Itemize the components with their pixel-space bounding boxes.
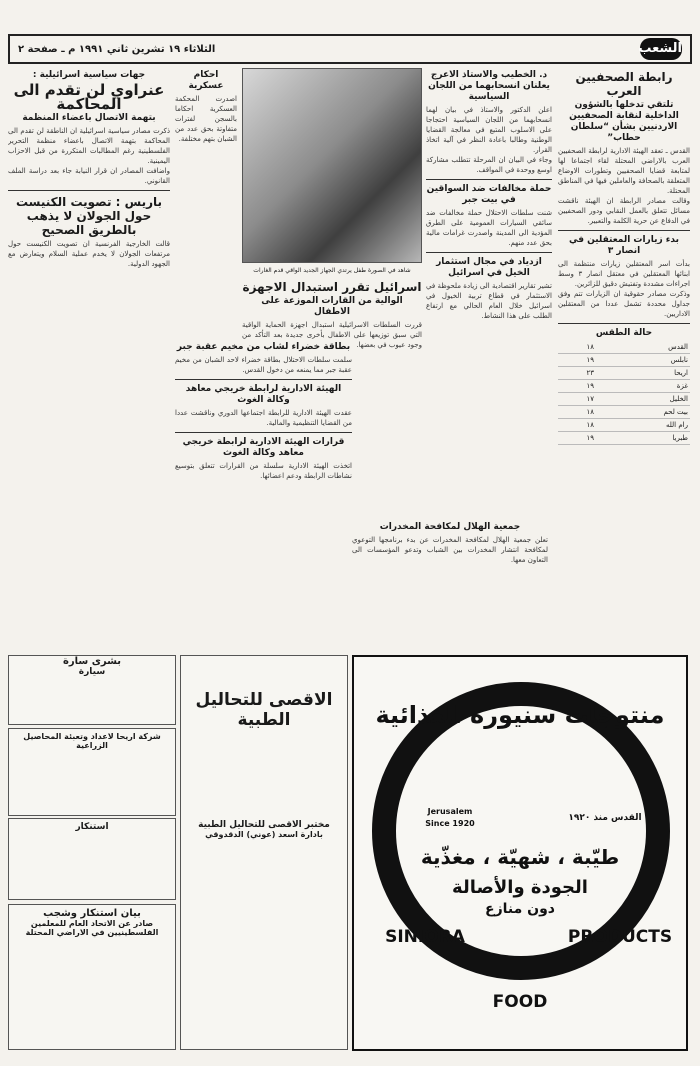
hebron-headline: ازدياد في مجال استثمار الخيل في اسرائيل [436,257,542,278]
right-top-subheadline: تلتقي تدخلها بالشؤون الداخلية لنقابة الصحفيين الاردنيين بشأن “سلطان حطاب” [569,100,679,143]
union-headline: قرارات الهيئة الادارية لرابطة خريجي معاهد وكالة الغوث [182,437,345,458]
jericho-ad [8,728,176,816]
invest-title: استنكار [75,822,109,832]
siniora-ad [352,655,688,1051]
narrow-column: احكام عسكرية اصدرت المحكمة العسكرية احكاما بالسجن لفترات متفاوتة بحق عدد من الشبان بتهم مختلفة. [175,70,237,143]
masthead [8,34,692,64]
mid-top-body: اعلن الدكتور والاستاذ في بيان لهما انسحابهما من اللجان السياسية احتجاجا على الاسلوب المتبع في معالجة القضايا الوطنية وطالبا باعادة النظر في آلية اتخاذ القرار. وجاء في البيان ان المرحلة تتطلب مشاركة اوسع ووحدة في المواقف. [426,106,552,174]
siniora-food: FOOD [492,992,548,1012]
photo-caption: شاهد في الصورة طفل يرتدي الجهاز الجديد الواقي قدم الغارات [253,267,411,274]
date-line: الثلاثاء ١٩ تشرين ثاني ١٩٩١ م ـ صفحة ٢ [18,43,216,55]
siniora-left: SINIORA [385,927,465,947]
hilal-article: جمعية الهلال لمكافحة المخدرات تعلن جمعية الهلال لمكافحة المخدرات عن بدء برنامجها التوعوي لمكافحة انتشار المخدرات بين الشباب وتدعو المؤسسات الى التعاون معها. [352,522,548,564]
newspaper-logo: الشعب [640,38,682,60]
siniora-top: منتوجات سنيوره الغذائية [375,701,665,729]
condemn-title: بيان استنكار وشجب [43,908,141,919]
siniora-quality: الجودة والأصالة [452,877,588,898]
siniora-jerusalem: Jerusalem [427,807,473,816]
protest-headline: حملة مخالفات ضد السواقين في بيت جبر [426,184,552,205]
siniora-since: Since 1920 [425,819,475,828]
condemn-sub: صادر عن الاتحاد العام للمعلمين الفلسطينيين في الاراضي المحتلة [25,919,159,937]
siniora-slogan: طيّبة ، شهيّة ، مغذّية [420,845,620,869]
lab-title: الاقصى للتحاليل الطبية [195,690,333,730]
lab-doctor: بادارة اسعد (عوني) الدقدوقي [205,830,323,839]
small-ad-car: سيارة [78,667,106,677]
condemn-ad-2 [8,904,176,1050]
center-stories: بطاقة خضراء لشاب من مخيم عقبة جبر سلمت سلطات الاحتلال بطاقة خضراء لاحد الشبان من مخيم عقبة جبر مما يمنعه من دخول القدس. الهيئة الادارية لرابطة خريجي معاهد وكالة الغوث عقدت الهيئة الادارية للرابطة اجتماعها الدوري وناقشت عددا من القضايا التنظيمية والمالية. قرارات الهيئة الادارية لرابطة خريجي معاهد وكالة الغوث اتخذت الهيئة الادارية سلسلة من القرارات تتعلق بتوسيع نشاطات الرابطة ودعم اعضائها. [175,342,352,480]
lab-ad [180,655,348,1050]
left-top-subheadline: بتهمة الاتصال باعضاء المنظمة [22,113,156,123]
siniora-ar-since: القدس منذ ١٩٢٠ [568,813,642,823]
right-top-body: القدس ـ تعقد الهيئة الادارية لرابطة الصحفيين العرب بالاراضي المحتلة لقاء اجتماعا لها لمتابعة قضايا الصحفيين وتطورات الاوضاع المتعلقة بالصحافة والعاملين فيها في المناطق المحتلة. وقالت مصادر الرابطة ان الهيئة ناقشت مسائل تتعلق بالعمل النقابي ودور الصحفيين في الدفاع عن حرية الكلمة والتعبير. [558,147,690,225]
weather-table: القدس ١٨ نابلس ١٩ اريحا ٢٣ غزة ١٩ الخليل ١٧ بيت لحم ١٨ رام الله ١٨ طبريا ١٩ [558,341,690,445]
weather-title: حالة الطقس [595,328,653,338]
paris-headline: باريس : تصويت الكنيست حول الجولان لا يذهب بالطريق الصحيح [15,195,163,237]
hilal-headline: جمعية الهلال لمكافحة المخدرات [379,522,521,532]
child-gas-mask-photo [242,68,422,274]
siniora-none: دون منازع [485,901,555,917]
left-top-kicker: جهات سياسية اسرائيلية : [32,70,146,80]
small-ad-title: بشرى سارة [62,656,122,667]
bethlehem-headline: بطاقة خضراء لشاب من مخيم عقبة جبر [176,342,351,352]
siniora-products: PRODUCTS [567,927,673,947]
israel-headline: اسرائيل تقرر استبدال الاجهزة [242,280,422,294]
left-top-headline: عنراوي لن تقدم الى المحاكمة [13,81,165,113]
mid-top-headline: د. الخطيب والاستاذ الاعرج يعلنان انسحابهما من اللجان السياسية [428,70,550,102]
right-top-headline: رابطة الصحفيين العرب [575,70,673,98]
military-headline: احكام عسكرية [188,70,224,91]
small-ad [8,655,176,725]
israel-subheadline: الوالية من القارات الموزعة على الاطفال [261,296,403,317]
visits-headline: بدء زيارات المعتقلين في انصار ٣ [568,235,679,256]
visits-body: بدأت اسر المعتقلين زيارات منتظمة الى ابنائها المعتقلين في معتقل انصار ٣ وسط اجراءات مشددة وتفتيش دقيق للزائرين. وذكرت مصادر حقوقية ان الزيارات تتم وفق جداول محددة تشمل عددا من المعتقلين الاداريين. [558,260,690,318]
condemn-ad-1 [8,818,176,900]
left-column: جهات سياسية اسرائيلية : عنراوي لن تقدم الى المحاكمة بتهمة الاتصال باعضاء المنظمة ذكرت مصادر سياسية اسرائيلية ان الناطقة لن تقدم الى المحاكمة بتهمة الاتصال باعضاء منظمة التحرير الفلسطينية رغم المطالبات المتكررة من قبل الاحزاب اليمينية. واضافت المصادر ان قرار النيابة جاء بعد دراسة الملف القانوني. باريس : تصويت الكنيست حول الجولان لا يذهب بالطريق الصحيح قالت الخارجية الفرنسية ان تصويت الكنيست حول مرتفعات الجولان لا يخدم عملية السلام ويتعارض مع الجهود الدولية. [8,70,170,268]
hebron-body: تشير تقارير اقتصادية الى زيادة ملحوظة في الاستثمار في قطاع تربية الخيول في اسرائيل خلال العام الحالي مع ارتفاع الطلب على هذا النشاط. [426,282,552,320]
jericho-title: شركة اريحا لاعداد وتعبئة المحاصيل الزراعية [23,732,161,750]
protest-body: شنت سلطات الاحتلال حملة مخالفات ضد سائقي السيارات العمومية على الطرق المؤدية الى المدينة واصدرت غرامات مالية بحق عدد منهم. [426,209,552,247]
israel-article: اسرائيل تقرر استبدال الاجهزة الوالية من القارات الموزعة على الاطفال قررت السلطات الاسرائيلية استبدال اجهزة الحماية الواقية التي سبق توزيعها على الاطفال بأخرى جديدة بعد التأكد من وجود عيوب في بعضها. [242,280,422,349]
lab-name: مختبر الاقصى للتحاليل الطبية [198,820,330,830]
admin-headline: الهيئة الادارية لرابطة خريجي معاهد وكالة الغوث [185,384,342,405]
right-column [558,68,690,653]
